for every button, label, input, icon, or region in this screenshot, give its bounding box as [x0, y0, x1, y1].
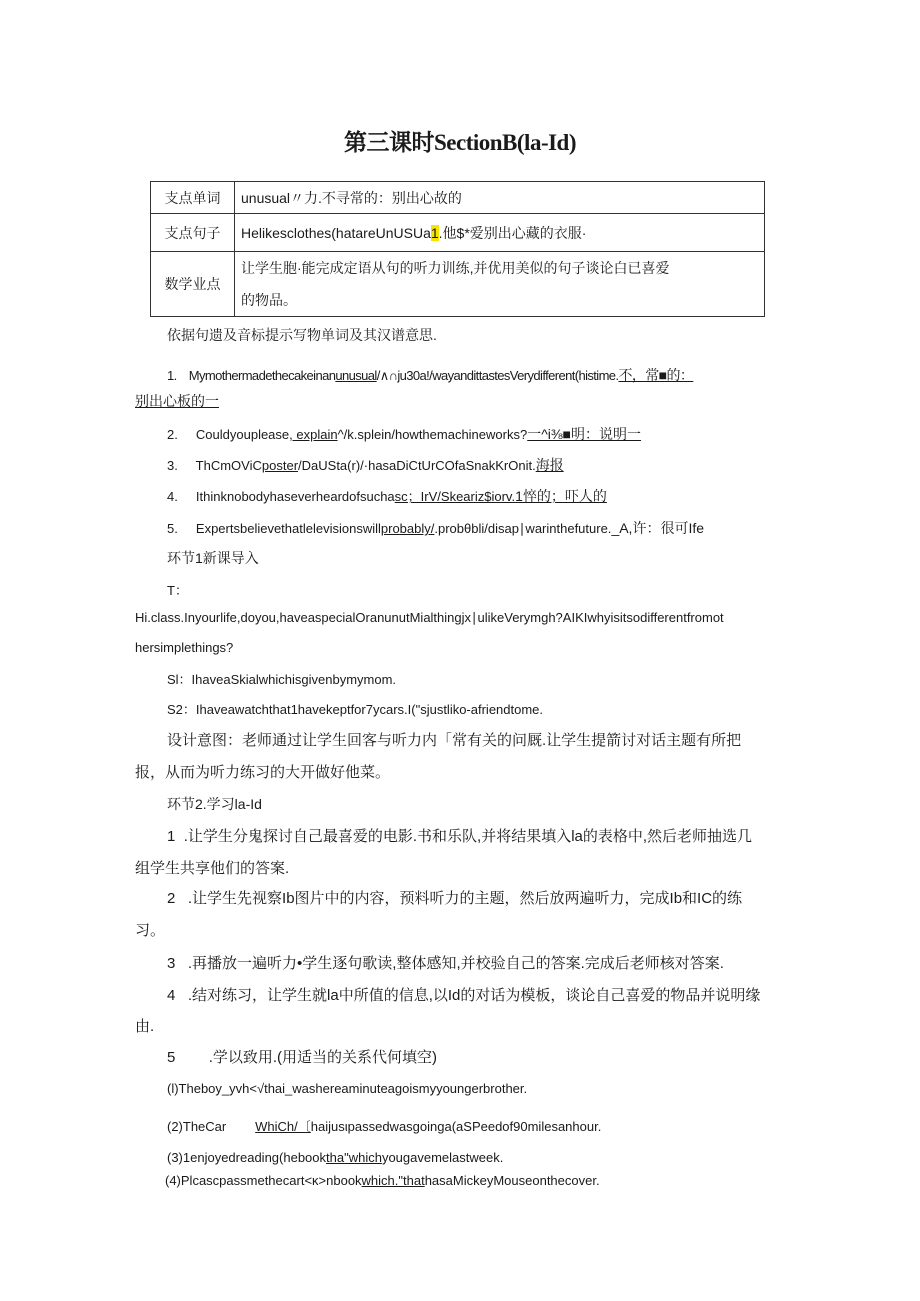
step-number: 3	[167, 955, 176, 972]
value-line: 让学生胞·能完成定语从句的听力训练,并优用美似的句子谈论白已喜爱	[241, 260, 670, 276]
step-text: .让学生分鬼探讨自己最喜爱的电影.书和乐队,并将结果填入la的表格中,然后老师抽选几	[183, 828, 753, 845]
step-continued: 由.	[135, 1018, 155, 1035]
row-label: 数学业点	[151, 252, 235, 317]
exercise-number: 2.	[167, 427, 178, 442]
step-number: 2	[167, 890, 176, 907]
step-text: .让学生先视察Ib图片中的内容，预料听力的主题，然后放两遍听力，完成Ib和IC的练	[187, 890, 743, 907]
exercise-text: Expertsbelievethatlelevisionswill	[195, 521, 381, 536]
section-heading: 环节2.学习la-Id	[167, 796, 262, 812]
row-label: 支点单词	[151, 182, 235, 214]
fill-item	[167, 1081, 527, 1096]
exercise-text: ^/k.splein/howthemachineworks?	[337, 427, 528, 442]
step-item	[167, 1046, 437, 1067]
step-item	[167, 825, 752, 846]
row-value	[235, 252, 765, 317]
answer-blank: probably/	[380, 521, 435, 536]
exercise-number: 1.	[167, 368, 177, 383]
dialogue-line: Sl：IhaveaSkialwhichisgivenbymymom.	[167, 672, 397, 687]
exercise-text: Mymothermadethecakeinan	[188, 368, 336, 383]
step-continued: 习。	[135, 922, 166, 939]
exercise-number: 3.	[167, 458, 178, 473]
exercise-item	[167, 486, 607, 506]
exercise-text: /DaUSta(r)/·hasaDiCtUrCOfaSnakKrOnit.	[298, 458, 536, 473]
exercise-item	[167, 424, 641, 444]
fill-text: haijusιpassedwasgoinga(aSPeedof90milesanhour.	[310, 1119, 602, 1134]
answer-blank: 1悴的；吓人的	[515, 488, 607, 504]
design-intent: 设计意图：老师通过让学生回客与听力内「常有关的问厩.让学生提箭讨对话主题有所把	[167, 732, 742, 749]
step-number: 4	[167, 987, 176, 1004]
exercise-text: Couldyouplease	[195, 427, 290, 442]
fill-text: (3)1enjoyedreading(hebook	[167, 1150, 327, 1165]
exercise-item	[167, 518, 704, 538]
step-text: .再播放一遍听力•学生逐句歌读,整体感知,并校验自己的答案.完成后老师核对答案.	[187, 955, 724, 972]
dialogue-line: S2：Ihaveawatchthat1havekeptfor7ycars.I("sjustliko-afriendtome.	[167, 702, 544, 717]
value-part: Helikesclothes(hatareUnUSUa	[241, 224, 431, 241]
exercise-number: 4.	[167, 489, 178, 504]
table-row	[151, 182, 765, 214]
exercise-item	[167, 455, 564, 475]
step-item	[167, 952, 724, 973]
fill-text: hasaMickeyMouseonthecover.	[424, 1173, 600, 1188]
answer-blank: sc；IrV/Skeariz$iorv.	[394, 489, 516, 504]
row-value: unusual〃力.不寻常的：别出心故的	[235, 182, 765, 214]
fill-text: (l)Theboy_yvh<√thai_washereaminuteagoismyyoungerbrother.	[167, 1081, 528, 1096]
step-number: 1	[167, 828, 176, 845]
answer-blank: 一^i⅜■明：说明一	[527, 426, 642, 442]
row-label: 支点句子	[151, 214, 235, 252]
highlight: 1	[430, 224, 439, 241]
answer-blank: poster	[261, 458, 299, 473]
answer-blank: WhiCh/〔	[255, 1119, 311, 1134]
answer-blank: tha"which	[326, 1150, 382, 1165]
instruction: 依据句遗及音标提示写物单词及其汉谱意思.	[167, 327, 437, 343]
table-row	[151, 214, 765, 252]
step-text: .学以致用.(用适当的关系代何填空)	[208, 1049, 438, 1066]
answer-blank: 海报	[535, 457, 564, 473]
row-value	[235, 214, 765, 252]
design-intent: 报，从而为听力练习的大开做好他菜。	[135, 764, 391, 781]
exercise-text: ThCmOViC	[195, 458, 262, 473]
value-part: .他$*爱别出心藏的衣服·	[438, 224, 587, 241]
info-table	[150, 181, 765, 317]
answer-blank: 不，常■的：	[618, 367, 694, 383]
step-item	[167, 984, 760, 1005]
answer-blank: , explain	[289, 427, 338, 442]
exercise-text: Ithinknobodyhaseverheardofsucha	[195, 489, 395, 504]
step-item	[167, 887, 742, 908]
value-line: 的物品。	[241, 292, 297, 308]
fill-text: (4)Plcascpassmethecart<κ>nbook	[165, 1173, 362, 1188]
page-title: 第三课时SectionB(la-Id)	[344, 130, 576, 155]
dialogue-line: hersimplethings?	[135, 640, 234, 655]
answer-blank: unusual	[335, 368, 377, 383]
fill-item	[165, 1173, 600, 1188]
step-number: 5	[167, 1049, 176, 1066]
dialogue-line: Hi.class.Inyourlife,doyou,haveaspecialOranunutMialthingjx∣ulikeVerymgh?AIKIwhyisitsodifferentfromot	[135, 610, 724, 625]
fill-item	[167, 1116, 601, 1135]
answer-blank: which."that	[361, 1173, 425, 1188]
fill-text: yougavemelastweek.	[381, 1150, 504, 1165]
answer-text: _A,许：很可Ife	[611, 520, 705, 536]
fill-item	[167, 1150, 503, 1165]
answer-continued: 别出心板的一	[135, 393, 219, 409]
exercise-text: .probθbli/disap∣warinthefuture.	[434, 521, 612, 536]
fill-text: (2)TheCar	[167, 1119, 227, 1134]
step-text: .结对练习，让学生就la中所值的信息,以Id的对话为模板，谈论自己喜爱的物品并说明缘	[187, 987, 761, 1004]
exercise-number: 5.	[167, 521, 178, 536]
section-heading: 环节1新课导入	[167, 550, 259, 566]
exercise-item	[167, 365, 693, 385]
table-row	[151, 252, 765, 317]
teacher-label: T：	[167, 583, 188, 598]
step-continued: 组学生共享他们的答案.	[135, 860, 290, 877]
exercise-text: /∧∩ju30a!/wayandittastesVerydifferent(histime.	[376, 368, 619, 383]
